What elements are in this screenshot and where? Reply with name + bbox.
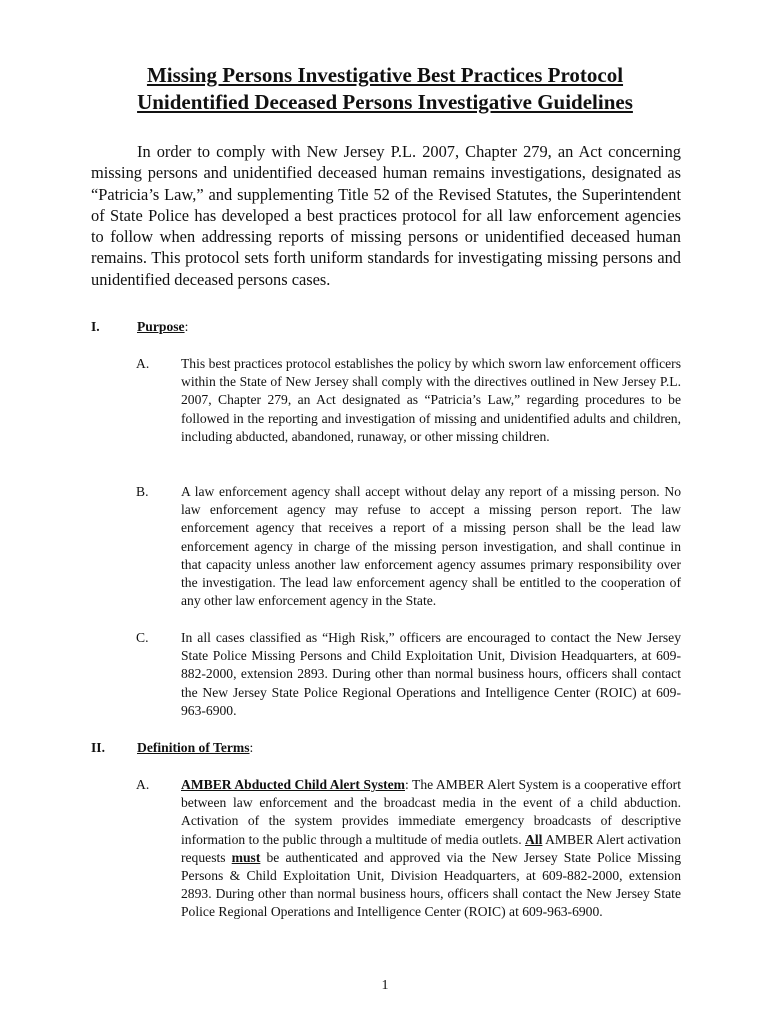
intro-paragraph: In order to comply with New Jersey P.L. 2007, Chapter 279, an Act concerning missing persons and unidentified deceased human remains investigations, designated as “Patricia’s Law,” and supplementing Title 52 of the Revised Statutes, the Superintendent of State Police has developed a best practices protocol for all law enforcement agencies to follow when addressing reports of missing persons or unidentified deceased human remains. This protocol sets forth uniform standards for investigating missing persons and unidentified deceased persons cases. [91, 142, 681, 289]
document-title-line-1: Missing Persons Investigative Best Practices Protocol [146, 63, 624, 87]
section-number: I. [91, 319, 100, 334]
definition-text [181, 776, 681, 922]
document-title-line-2: Unidentified Deceased Persons Investigative Guidelines [137, 90, 633, 114]
section-title-colon: : [184, 319, 189, 334]
item-letter: A. [136, 356, 150, 371]
definition-term-colon: : [405, 777, 409, 792]
section-title-colon: : [249, 740, 254, 755]
item-text: A law enforcement agency shall accept without delay any report of a missing person. No law enforcement agency may refuse to accept a missing person report. The law enforcement agency that receives a report of a missing person shall be the lead law enforcement agency in charge of the missing person investigation, and shall continue in that capacity unless another law enforcement agency assumes primary responsibility over the investigation. The lead law enforcement agency shall be entitled to the cooperation of any other law enforcement agency in the State. [181, 484, 681, 609]
emphasis-all: All [525, 831, 543, 847]
definition-text-part: The AMBER Alert System is a cooperative effort between law enforcement and the broadcast media in the event of a child abduction. Activation of the system provides immediate emergency broadcasts of descriptive information to the public through a multitude of media outlets. [181, 777, 681, 847]
section-title: Definition of Terms [137, 740, 250, 755]
page-number: 1 [381, 978, 389, 993]
emphasis-must: must [231, 849, 261, 865]
item-letter: C. [136, 630, 149, 645]
item-text: This best practices protocol establishes the policy by which sworn law enforcement officers within the State of New Jersey shall comply with the directives outlined in New Jersey P.L. 2007, Chapter 279, an Act designated as “Patricia’s Law,” regarding procedures to be followed in the reporting and investigation of missing and unidentified adults and children, including abducted, abandoned, runaway, or other missing children. [181, 356, 681, 444]
item-letter: A. [136, 777, 150, 792]
definition-term: AMBER Abducted Child Alert System [181, 777, 405, 792]
item-text: In all cases classified as “High Risk,” officers are encouraged to contact the New Jersey State Police Missing Persons and Child Exploitation Unit, Division Headquarters, at 609-882-2000, extension 2893. During other than normal business hours, officers shall contact the New Jersey State Police Regional Operations and Intelligence Center (ROIC) at 609-963-6900. [181, 630, 681, 718]
section-number: II. [91, 740, 105, 755]
definition-text-part: AMBER Alert activation requests [181, 831, 681, 865]
section-title: Purpose [137, 319, 185, 334]
item-letter: B. [136, 484, 149, 499]
definition-text-part: be authenticated and approved via the New Jersey State Police Missing Persons & Child Exploitation Unit, Division Headquarters, at 609-882-2000, extension 2893. During other than normal business hours, officers shall contact the New Jersey State Police Regional Operations and Intelligence Center (ROIC) at 609-963-6900. [181, 849, 681, 920]
